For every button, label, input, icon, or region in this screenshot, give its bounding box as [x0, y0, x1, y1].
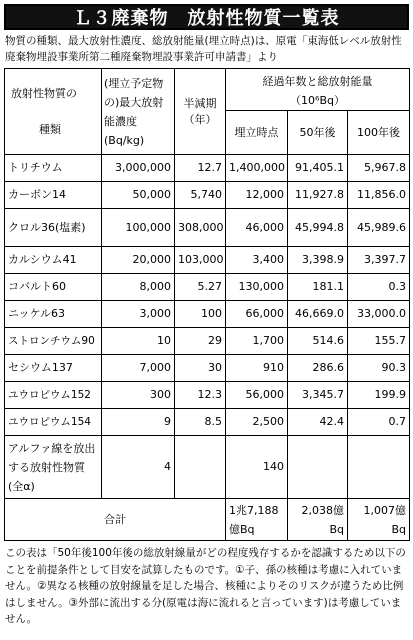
cell-t0: 2,500	[226, 409, 288, 436]
header-substance-line2: 種類	[39, 122, 61, 136]
cell-t0: 12,000	[226, 182, 288, 209]
table-body	[5, 155, 410, 541]
table-row	[5, 155, 410, 182]
header-substance-line1: 放射性物質の	[11, 86, 77, 100]
table-row	[5, 301, 410, 328]
cell-half-life: 100	[175, 301, 226, 328]
cell-t0: 66,000	[226, 301, 288, 328]
cell-t0: 46,000	[226, 209, 288, 247]
cell-t0: 1,700	[226, 328, 288, 355]
cell-conc: 3,000	[102, 301, 175, 328]
cell-t100: 0.7	[348, 409, 410, 436]
header-max-concentration: (埋立予定物の)最大放射能濃度(Bq/kg)	[102, 69, 175, 155]
cell-t0: 3,400	[226, 247, 288, 274]
cell-t50: 42.4	[288, 409, 348, 436]
table-row-total	[5, 499, 410, 541]
table-row	[5, 382, 410, 409]
cell-conc: 10	[102, 328, 175, 355]
cell-half-life: 12.7	[175, 155, 226, 182]
cell-name: ユウロピウム154	[5, 409, 102, 436]
cell-t50: 46,669.0	[288, 301, 348, 328]
cell-name: トリチウム	[5, 155, 102, 182]
cell-half-life: 308,000	[175, 209, 226, 247]
cell-conc: 9	[102, 409, 175, 436]
header-100-years: 100年後	[348, 111, 410, 155]
table-row-alpha	[5, 436, 410, 499]
cell-t50: 286.6	[288, 355, 348, 382]
cell-t0: 140	[226, 436, 288, 499]
cell-t0: 130,000	[226, 274, 288, 301]
cell-name: ニッケル63	[5, 301, 102, 328]
table-row	[5, 328, 410, 355]
cell-t100: 33,000.0	[348, 301, 410, 328]
cell-t100: 11,856.0	[348, 182, 410, 209]
cell-conc: 300	[102, 382, 175, 409]
total-label: 合計	[5, 499, 226, 541]
cell-t50: 3,345.7	[288, 382, 348, 409]
cell-t100: 0.3	[348, 274, 410, 301]
total-t50: 2,038億Bq	[288, 499, 348, 541]
cell-t100	[348, 436, 410, 499]
cell-half-life: 12.3	[175, 382, 226, 409]
cell-t100: 5,967.8	[348, 155, 410, 182]
cell-name: コバルト60	[5, 274, 102, 301]
cell-t50: 11,927.8	[288, 182, 348, 209]
header-at-landfill: 埋立時点	[226, 111, 288, 155]
cell-conc: 20,000	[102, 247, 175, 274]
table-row	[5, 209, 410, 247]
cell-conc: 50,000	[102, 182, 175, 209]
cell-name: アルファ線を放出する放射性物質(全α)	[5, 436, 102, 499]
intro-text: 物質の種類、最大放射性濃度、総放射能量(埋立時点)は、原電「東海低レベル放射性廃棄物埋設事業所第二種廃棄物埋設事業許可申請書」より	[5, 35, 402, 63]
cell-conc: 3,000,000	[102, 155, 175, 182]
cell-half-life: 103,000	[175, 247, 226, 274]
cell-t0: 910	[226, 355, 288, 382]
footer-note: この表は「50年後100年後の総放射線量がどの程度残存するかを認識するため以下のことを前提条件として目安を試算したものです。①子、孫の核種は考慮に入れていません。②異なる核種の放射線量を足した場合、核種によりそのリスクが違うため比例はしません。③外部に流出する分(原電は海に流れると言っています)は考慮していません。	[5, 547, 406, 625]
total-t0: 1兆7,188億Bq	[226, 499, 288, 541]
cell-t50: 91,405.1	[288, 155, 348, 182]
cell-t0: 1,400,000	[226, 155, 288, 182]
cell-t50: 45,994.8	[288, 209, 348, 247]
cell-name: クロル36(塩素)	[5, 209, 102, 247]
header-elapsed-years	[226, 69, 410, 111]
cell-half-life: 8.5	[175, 409, 226, 436]
header-substance	[5, 69, 102, 155]
cell-conc: 4	[102, 436, 175, 499]
header-elapsed-title: 経過年数と総放射能量	[262, 74, 373, 88]
cell-name: ユウロピウム152	[5, 382, 102, 409]
table-row	[5, 247, 410, 274]
cell-t0: 56,000	[226, 382, 288, 409]
header-elapsed-unit: （10⁶Bq）	[290, 93, 345, 107]
cell-half-life: 29	[175, 328, 226, 355]
cell-half-life: 5.27	[175, 274, 226, 301]
cell-conc: 8,000	[102, 274, 175, 301]
title-text: Ｌ３廃棄物 放射性物質一覧表	[73, 8, 340, 29]
cell-t100: 90.3	[348, 355, 410, 382]
cell-t50: 514.6	[288, 328, 348, 355]
header-50-years: 50年後	[288, 111, 348, 155]
cell-t50: 3,398.9	[288, 247, 348, 274]
cell-name: カーボン14	[5, 182, 102, 209]
page-title	[4, 4, 409, 30]
table-row	[5, 409, 410, 436]
cell-conc: 7,000	[102, 355, 175, 382]
cell-t100: 3,397.7	[348, 247, 410, 274]
radioactive-substance-table	[4, 68, 410, 541]
cell-t50	[288, 436, 348, 499]
cell-name: カルシウム41	[5, 247, 102, 274]
cell-t50: 181.1	[288, 274, 348, 301]
table-row	[5, 274, 410, 301]
cell-half-life	[175, 436, 226, 499]
total-t100: 1,007億Bq	[348, 499, 410, 541]
table-row	[5, 182, 410, 209]
table-row	[5, 355, 410, 382]
cell-t100: 45,989.6	[348, 209, 410, 247]
cell-half-life: 5,740	[175, 182, 226, 209]
cell-name: ストロンチウム90	[5, 328, 102, 355]
cell-conc: 100,000	[102, 209, 175, 247]
cell-t100: 155.7	[348, 328, 410, 355]
cell-half-life: 30	[175, 355, 226, 382]
cell-t100: 199.9	[348, 382, 410, 409]
cell-name: セシウム137	[5, 355, 102, 382]
header-half-life: 半減期（年）	[175, 69, 226, 155]
